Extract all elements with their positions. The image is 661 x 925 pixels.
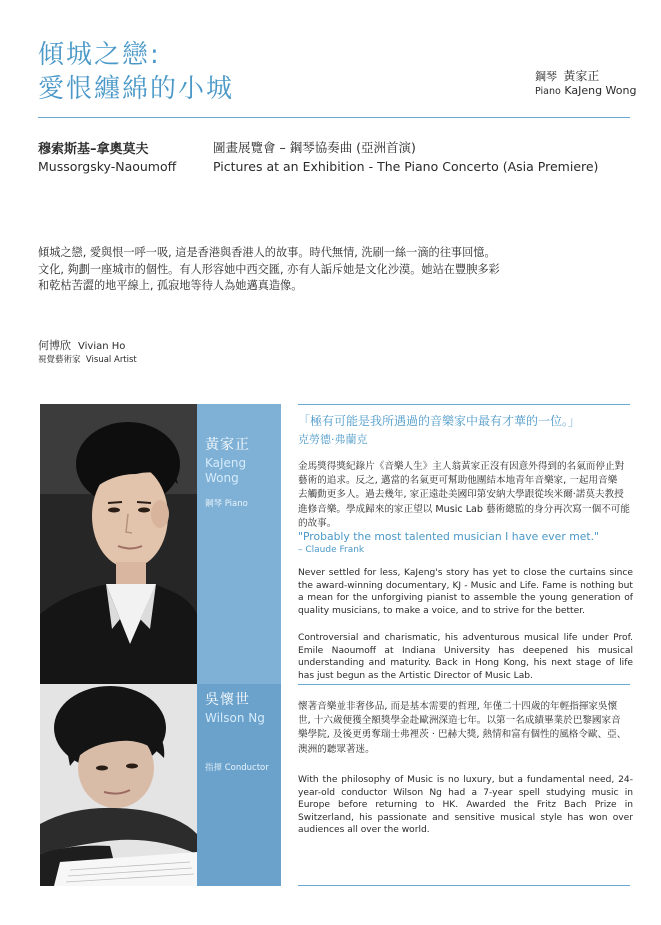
- artist2-role-en: Conductor: [224, 763, 269, 773]
- artist1-role-zh: 鋼琴: [205, 499, 223, 509]
- portrait-kajeng-wong: [40, 404, 197, 684]
- bio-bottom-divider: [298, 885, 630, 886]
- author-name-zh: 何博欣: [38, 339, 71, 352]
- intro-author: [38, 337, 125, 353]
- intro-text: [38, 245, 508, 295]
- artist1-quote-attribution-zh: 克勞德·弗蘭克: [298, 433, 368, 446]
- artist2-name-en: Wilson Ng: [205, 711, 265, 725]
- artist2-role-zh: 指揮: [205, 763, 223, 773]
- portrait-wilson-illustration: [40, 684, 197, 886]
- intro-line: 文化, 夠劃一座城市的個性。有人形容她中西交匯, 亦有人詬斥她是文化沙漠。她站在豐腴多彩: [38, 262, 500, 276]
- bio-top-divider: [298, 404, 630, 405]
- bio-line: 去觸動更多人。過去幾年, 家正遠赴美國印第安納大學跟從埃米爾·諾莫夫教授: [298, 489, 624, 501]
- work-title-en: Pictures at an Exhibition - The Piano Concerto (Asia Premiere): [213, 159, 599, 174]
- intro-line: 傾城之戀, 愛與恨一呼一吸, 這是香港與香港人的故事。時代無情, 洗刷一絲一滴的往事回憶。: [38, 246, 496, 259]
- artist1-quote-zh: 「極有可能是我所遇過的音樂家中最有才華的一位。」: [298, 414, 581, 428]
- work-title-zh: 圖畫展覽會 – 鋼琴協奏曲 (亞洲首演): [213, 140, 416, 155]
- intro-line: 和乾枯苦澀的地平線上, 孤寂地等待人為她邁真造像。: [38, 279, 303, 292]
- artist1-quote-en: "Probably the most talented musician I have ever met.": [298, 530, 599, 543]
- artist2-name-panel: [197, 684, 281, 886]
- page-title-line2: 愛恨纏綿的小城: [38, 74, 235, 104]
- bio-line: 藝術的追求。反之, 邁當的名氣更可幫助他團結本地青年音樂家, 一起用音樂: [298, 475, 618, 487]
- portrait-kajeng-illustration: [40, 404, 197, 684]
- header-divider: [38, 117, 630, 118]
- bio-line: 的故事。: [298, 517, 337, 529]
- artist2-bio-en: With the philosophy of Music is no luxury, but a fundamental need, 24-year-old conductor Wilson Ng had a 7-year spell studying music in Europe before returning to HK. Awarded the Fritz Bach Prize in Switzerland, his passionate and sensitive musical style has won over audiences all over the world.: [298, 775, 633, 836]
- bio-line: 懷著音樂並非奢侈品, 而是基本需要的哲理, 年僅二十四歲的年輕指揮家吳懷: [298, 701, 618, 712]
- artist1-role-en: Piano: [224, 499, 248, 509]
- artist1-bio-en-paragraph2: Controversial and charismatic, his adventurous musical life under Prof. Emile Naoumoff at Indiana University has deepened his musical understanding and maturity. Back in Hong Kong, his next stage of life has just begun as the Artistic Director of Music Lab.: [298, 633, 633, 681]
- author-name-en: Vivian Ho: [78, 341, 126, 352]
- performer-role-en: Piano: [535, 86, 561, 97]
- bio-middle-divider: [298, 684, 630, 685]
- performer-role: [535, 67, 599, 84]
- page-title-line1: 傾城之戀:: [38, 40, 161, 70]
- artist2-bio-zh: [298, 700, 638, 757]
- bio-line: 澳洲的聽眾著迷。: [298, 743, 375, 755]
- author-role-en: Visual Artist: [85, 355, 137, 365]
- artist1-role: [205, 497, 248, 509]
- bio-line: 世, 十六歲便獲全額獎學金赴歐洲深造七年。以第一名成績畢業於巴黎國家音: [298, 715, 621, 727]
- artist2-role: [205, 761, 269, 773]
- artist1-quote-attribution-en: – Claude Frank: [298, 545, 365, 555]
- portrait-wilson-ng: [40, 684, 197, 886]
- performer-name: [535, 84, 636, 97]
- performer-name-en: KaJeng Wong: [564, 84, 637, 97]
- bio-line: 樂學院, 及後更勇奪瑞士弗裡茨 · 巴赫大獎, 熱情和富有個性的風格令歐、亞、: [298, 729, 627, 741]
- performer-role-zh: 鋼琴: [535, 70, 557, 83]
- artist2-name-zh: 吳懷世: [205, 692, 250, 708]
- artist1-name-zh: 黃家正: [205, 437, 250, 453]
- performer-name-zh: 黃家正: [563, 69, 600, 83]
- intro-author-role: [38, 353, 137, 365]
- artist1-name-en-last: Wong: [205, 471, 239, 485]
- author-role-zh: 視覺藝術家: [38, 355, 81, 365]
- composer-en: Mussorgsky-Naoumoff: [38, 159, 177, 174]
- artist1-bio-zh: [298, 460, 633, 531]
- artist1-name-panel: [197, 404, 281, 684]
- bio-line: 進修音樂。學成歸來的家正望以 Music Lab 藝術總監的身分再次寫一個不可能: [298, 503, 630, 515]
- composer-zh: 穆索斯基–拿奧莫夫: [38, 142, 149, 157]
- bio-line: 金馬獎得獎紀錄片《音樂人生》主人翁黃家正沒有因意外得到的名氣而停止對: [298, 461, 625, 472]
- artist1-name-en-first: KaJeng: [205, 456, 247, 470]
- artist1-bio-en-paragraph1: Never settled for less, KaJeng's story has yet to close the curtains since the award-winning documentary, KJ - Music and Life. Fame is nothing but a mean for the unforgiving pianist to assemble the young generation of quality musicians, to make a voice, and to strive for the better.: [298, 568, 633, 616]
